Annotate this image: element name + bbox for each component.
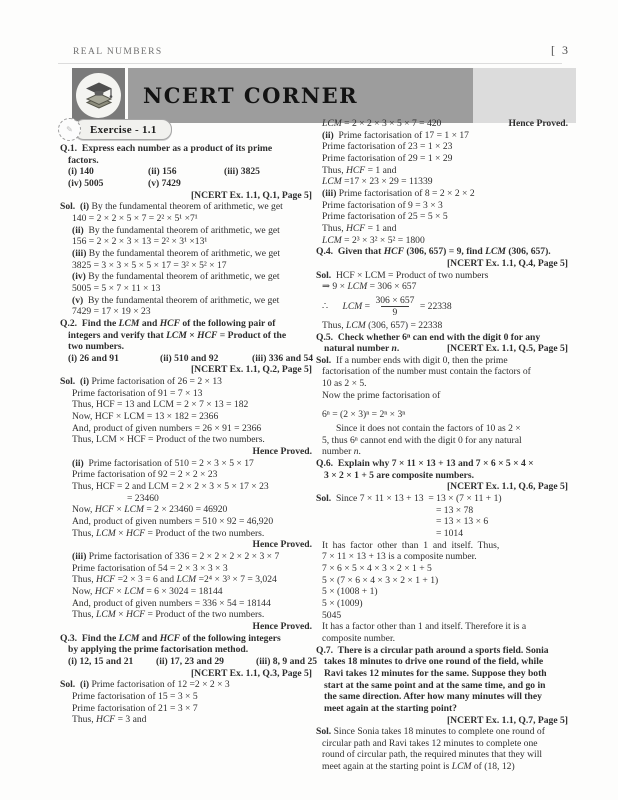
text-line: Prime factorisation of 15 = 3 × 5 [72, 690, 198, 702]
text-line: 156 = 2 × 2 × 3 × 13 = 2² × 3¹ ×13¹ [72, 236, 208, 248]
text-line: [NCERT Ex. 1.1, Q.2, Page 5] [190, 364, 312, 376]
text-line: integers and verify that LCM × HCF = Product of the [68, 329, 287, 341]
text-line: = 13 × 13 × 6 [436, 516, 489, 528]
exercise-badge-icon: ✎ [58, 118, 81, 141]
text-line: 140 = 2 × 2 × 5 × 7 = 2² × 5¹ ×7¹ [72, 212, 198, 224]
text-line: 5 × (1009) [322, 597, 363, 609]
text-line: Q.5. Check whether 6ⁿ can end with the digit 0 for any [316, 331, 541, 343]
text-line: And, product of given numbers = 336 × 54 = 18144 [72, 597, 271, 609]
text-line: Sol. (i) By the fundamental theorem of arithmetic, we get [60, 201, 283, 213]
text-line: [NCERT Ex. 1.1, Q.3, Page 5] [190, 667, 312, 679]
text-line: Thus, HCF =2 × 3 = 6 and LCM =2⁴ × 3³ × 7 = 3,024 [72, 574, 277, 586]
text-line: start at the same point and at the same time, and go in [324, 679, 546, 691]
text-line: 3 × 2 × 1 + 5 are composite numbers. [324, 469, 474, 481]
text-line: Prime factorisation of 92 = 2 × 2 × 23 [72, 469, 218, 481]
text-line: 5 × (7 × 6 × 4 × 3 × 2 × 1 + 1) [322, 574, 439, 586]
text-line: factors. [68, 154, 99, 166]
text-line: And, product of given numbers = 26 × 91 = 2366 [72, 422, 262, 434]
text-line: Prime factorisation of 29 = 1 × 29 [322, 152, 453, 164]
text-line: Prime factorisation of 25 = 5 × 5 [322, 211, 448, 223]
text-line: circular path and Ravi takes 12 minutes to complete one [322, 737, 538, 749]
text-line: (i) 26 and 91 (ii) 510 and 92 (iii) 336 and 54 [68, 352, 314, 364]
text-line: Now the prime factorisation of [322, 389, 441, 401]
text-line: (ii) By the fundamental theorem of arithmetic, we get [72, 224, 280, 236]
text-line: Q.7. There is a circular path around a sports field. Sonia [316, 644, 549, 656]
text-line: Sol. (i) Prime factorisation of 26 = 2 × 13 [60, 376, 222, 388]
graduation-cap-icon [76, 73, 121, 118]
text-line: Thus, HCF = 2 and LCM = 2 × 2 × 3 × 5 × 17 × 23 [72, 481, 269, 493]
text-line: LCM =17 × 23 × 29 = 11339 [322, 176, 433, 188]
text-line: 10 as 2 × 5. [322, 378, 367, 390]
text-line: = 1014 [436, 528, 463, 539]
text-line: composite number. [322, 632, 396, 644]
running-header: REAL NUMBERS [73, 47, 163, 57]
text-line: It has a factor other than 1 and itself. Therefore it is a [322, 621, 527, 633]
text-line: [NCERT Ex. 1.1, Q.1, Page 5] [190, 189, 312, 201]
text-line: two numbers. [68, 341, 124, 353]
text-line: ⇒ 9 × LCM = 306 × 657 [322, 281, 417, 293]
text-line: factorisation of the number must contain the factors of [322, 366, 531, 378]
text-line: [NCERT Ex. 1.1, Q.4, Page 5] [446, 257, 568, 269]
text-line: round of circular path, the required minutes that they will [322, 749, 543, 761]
banner-title: NCERT CORNER [143, 83, 359, 108]
header-rule [58, 63, 562, 64]
text-line: (i) 12, 15 and 21 (ii) 17, 23 and 29 (iii) 8, 9 and 25 [68, 655, 318, 667]
ncert-corner-banner [72, 68, 576, 123]
text-line: Hence Proved. [252, 620, 312, 632]
text-line: by applying the prime factorisation method. [68, 644, 249, 656]
text-line: Now, HCF × LCM = 2 × 23460 = 46920 [72, 504, 228, 516]
text-line: Prime factorisation of 21 = 3 × 7 [72, 702, 198, 714]
text-line: Q.2. Find the LCM and HCF of the following pair of [60, 317, 276, 329]
text-line: Thus, HCF = 1 and [322, 164, 397, 176]
banner-icon-box [72, 68, 125, 123]
exercise-badge-label: Exercise - 1.1 [90, 123, 157, 136]
text-line: 5045 [322, 609, 342, 621]
text-line: Sol. Since 7 × 11 × 13 + 13 = 13 × (7 × 11 + 1) [316, 493, 502, 505]
text-line: It has factor other than 1 and itself. Thus, [322, 539, 500, 551]
text-line: LCM = 2³ × 3² × 5² = 1800 [322, 234, 425, 246]
text-line: Q.3. Find the LCM and HCF of the following integers [60, 632, 281, 644]
text-line: (ii) Prime factorisation of 17 = 1 × 17 [322, 129, 469, 141]
text-line: (iii) Prime factorisation of 8 = 2 × 2 × 2 [322, 187, 475, 199]
text-line: Sol. HCF × LCM = Product of two numbers [316, 269, 489, 281]
text-line: Q.6. Explain why 7 × 11 × 13 + 13 and 7 × 6 × 5 × 4 × [316, 458, 534, 470]
exercise-badge [58, 118, 172, 141]
text-line: Thus, HCF = 1 and [322, 222, 397, 234]
text-line: Prime factorisation of 9 = 3 × 3 [322, 199, 443, 211]
text-line: (iii) Prime factorisation of 336 = 2 × 2 × 2 × 2 × 3 × 7 [72, 550, 280, 562]
text-line: number n. [322, 446, 361, 458]
text-line: 6ⁿ = (2 × 3)ⁿ = 2ⁿ × 3ⁿ [322, 409, 406, 421]
text-line: Prime factorisation of 54 = 2 × 3 × 3 × 3 [72, 562, 228, 574]
text-line: 5, thus 6ⁿ cannot end with the digit 0 for any natural [322, 434, 522, 446]
banner-tail [473, 68, 576, 123]
text-line: Hence Proved. [252, 539, 312, 551]
text-line: LCM = 2 × 2 × 3 × 5 × 7 = 420 Hence Proved. [322, 118, 568, 129]
text-line: 7 × 6 × 5 × 4 × 3 × 2 × 1 + 5 [322, 562, 432, 574]
text-line: ∴ LCM = $\frac{306 \times 657}{9}$ = 22338 [322, 294, 452, 318]
text-line: = 13 × 78 [436, 504, 474, 516]
text-line: Now, HCF × LCM = 13 × 182 = 2366 [72, 411, 219, 423]
text-line: (v) By the fundamental theorem of arithmetic, we get [72, 294, 280, 306]
text-line: meet again at the starting point is LCM of (18, 12) [322, 761, 515, 773]
text-line: Sol. If a number ends with digit 0, then the prime [316, 354, 508, 366]
right-column [316, 118, 568, 773]
text-line: = 23460 [127, 492, 159, 504]
text-line: 5005 = 5 × 7 × 11 × 13 [72, 282, 161, 294]
text-line: Hence Proved. [252, 446, 312, 458]
text-line: (ii) Prime factorisation of 510 = 2 × 3 × 5 × 17 [72, 457, 254, 469]
text-line: (iv) 5005 (v) 7429 [68, 177, 181, 189]
text-line: 7429 = 17 × 19 × 23 [72, 306, 151, 318]
text-line: Thus, LCM × HCF = Product of the two numbers. [72, 609, 265, 621]
text-line: Sol. Since Sonia takes 18 minutes to complete one round of [316, 726, 545, 738]
text-line: Ravi takes 12 minutes for the same. Suppose they both [324, 667, 547, 679]
text-line: Thus, LCM (306, 657) = 22338 [322, 319, 443, 331]
text-line: Thus, HCF = 13 and LCM = 2 × 7 × 13 = 182 [72, 399, 249, 411]
text-line: Now, HCF × LCM = 6 × 3024 = 18144 [72, 585, 223, 597]
text-line: 7 × 11 × 13 + 13 is a composite number. [322, 551, 477, 563]
text-line: [NCERT Ex. 1.1, Q.7, Page 5] [446, 714, 568, 726]
text-line: Thus, LCM × HCF = Product of the two numbers. [72, 527, 265, 539]
text-line: Thus, HCF = 3 and [72, 714, 147, 726]
text-line: Q.4. Given that HCF (306, 657) = 9, find LCM (306, 657). [316, 246, 551, 258]
text-line: Q.1. Express each number as a product of its prime [60, 143, 273, 154]
left-column [60, 143, 318, 726]
text-line: natural number n. [NCERT Ex. 1.1, Q.5, Page 5] [324, 343, 568, 355]
text-line: And, product of given numbers = 510 × 92 = 46,920 [72, 516, 274, 527]
text-line: meet again at the starting point? [324, 702, 457, 714]
text-line: takes 18 minutes to drive one round of the field, while [324, 656, 544, 668]
text-line: Sol. (i) Prime factorisation of 12 =2 × 2 × 3 [60, 679, 230, 691]
banner-title-area [128, 68, 473, 123]
text-line: 5 × (1008 + 1) [322, 586, 378, 598]
text-line: (iii) By the fundamental theorem of arithmetic, we get [72, 247, 281, 259]
text-line: 3825 = 3 × 3 × 5 × 5 × 17 = 3² × 5² × 17 [72, 259, 227, 271]
text-line: Prime factorisation of 91 = 7 × 13 [72, 387, 203, 399]
text-line: Thus, LCM × HCF = Product of the two numbers. [72, 434, 265, 446]
text-line: [NCERT Ex. 1.1, Q.6, Page 5] [446, 481, 568, 493]
text-line: the same direction. After how many minutes will they [324, 691, 542, 703]
text-line: (iv) By the fundamental theorem of arithmetic, we get [72, 271, 280, 283]
exercise-badge-pill [74, 119, 172, 140]
text-line: Prime factorisation of 23 = 1 × 23 [322, 141, 453, 153]
page-number: [ 3 [551, 43, 570, 57]
text-line: Since it does not contain the factors of 10 as 2 × [336, 423, 521, 435]
text-line: (i) 140 (ii) 156 (iii) 3825 [68, 166, 260, 178]
